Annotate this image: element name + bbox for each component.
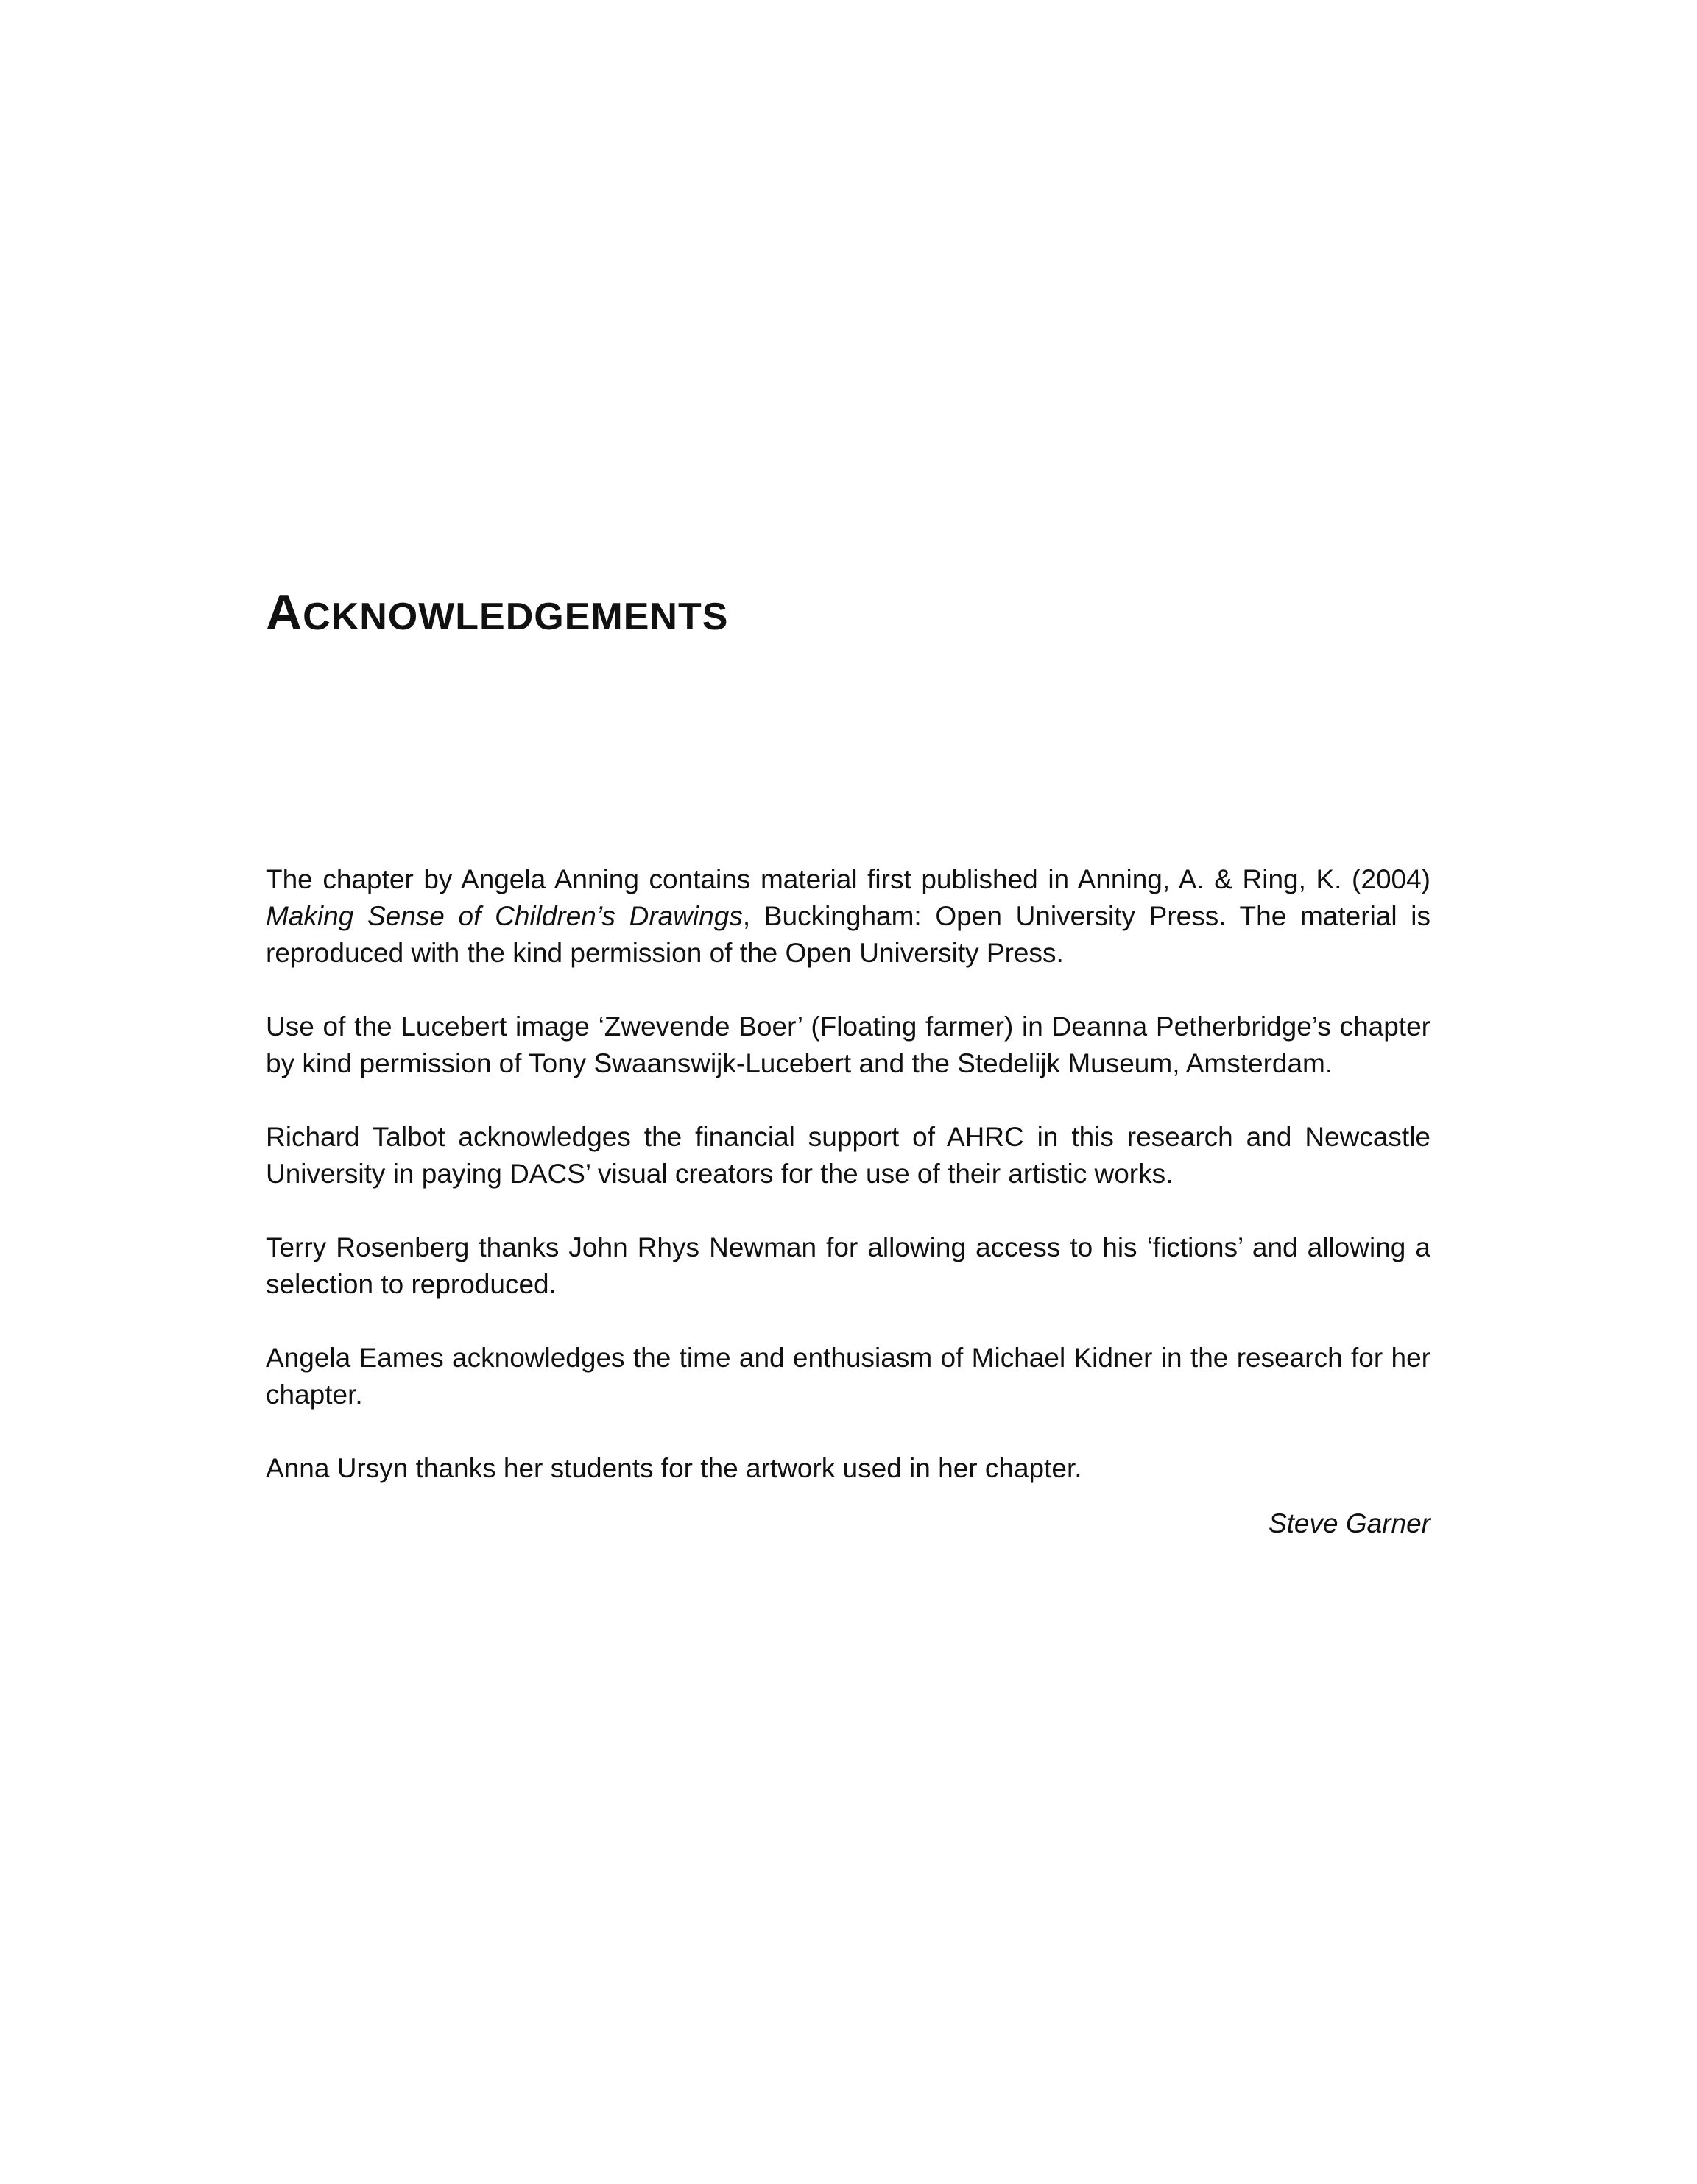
paragraph-anning-text-b: , Buckingham: Open University Press. The material is reproduced with the kind permission of the Open University Press. xyxy=(266,901,1430,968)
paragraph-anning xyxy=(266,861,1430,972)
paragraph-ursyn: Anna Ursyn thanks her students for the artwork used in her chapter. xyxy=(266,1453,1082,1483)
paragraph-rosenberg: Terry Rosenberg thanks John Rhys Newman for allowing access to his ‘fictions’ and allowing a selection to reproduced. xyxy=(266,1232,1430,1299)
page-title-initial: A xyxy=(266,584,303,640)
paragraph-eames: Angela Eames acknowledges the time and enthusiasm of Michael Kidner in the research for her chapter. xyxy=(266,1343,1430,1410)
page-title-rest: CKNOWLEDGEMENTS xyxy=(303,596,729,638)
acknowledgements-body xyxy=(266,861,1430,1542)
paragraph-anning-text-a: The chapter by Angela Anning contains material first published in Anning, A. & Ring, K. (2004) xyxy=(266,864,1430,894)
paragraph-talbot: Richard Talbot acknowledges the financial support of AHRC in this research and Newcastle University in paying DACS’ visual creators for the use of their artistic works. xyxy=(266,1122,1430,1189)
paragraph-lucebert: Use of the Lucebert image ‘Zwevende Boer’ (Floating farmer) in Deanna Petherbridge’s chapter by kind permission of Tony Swaanswijk-Lucebert and the Stedelijk Museum, Amsterdam. xyxy=(266,1011,1430,1078)
book-title: Making Sense of Children’s Drawings xyxy=(266,901,743,931)
signature: Steve Garner xyxy=(1268,1508,1430,1538)
page-title xyxy=(266,584,729,640)
